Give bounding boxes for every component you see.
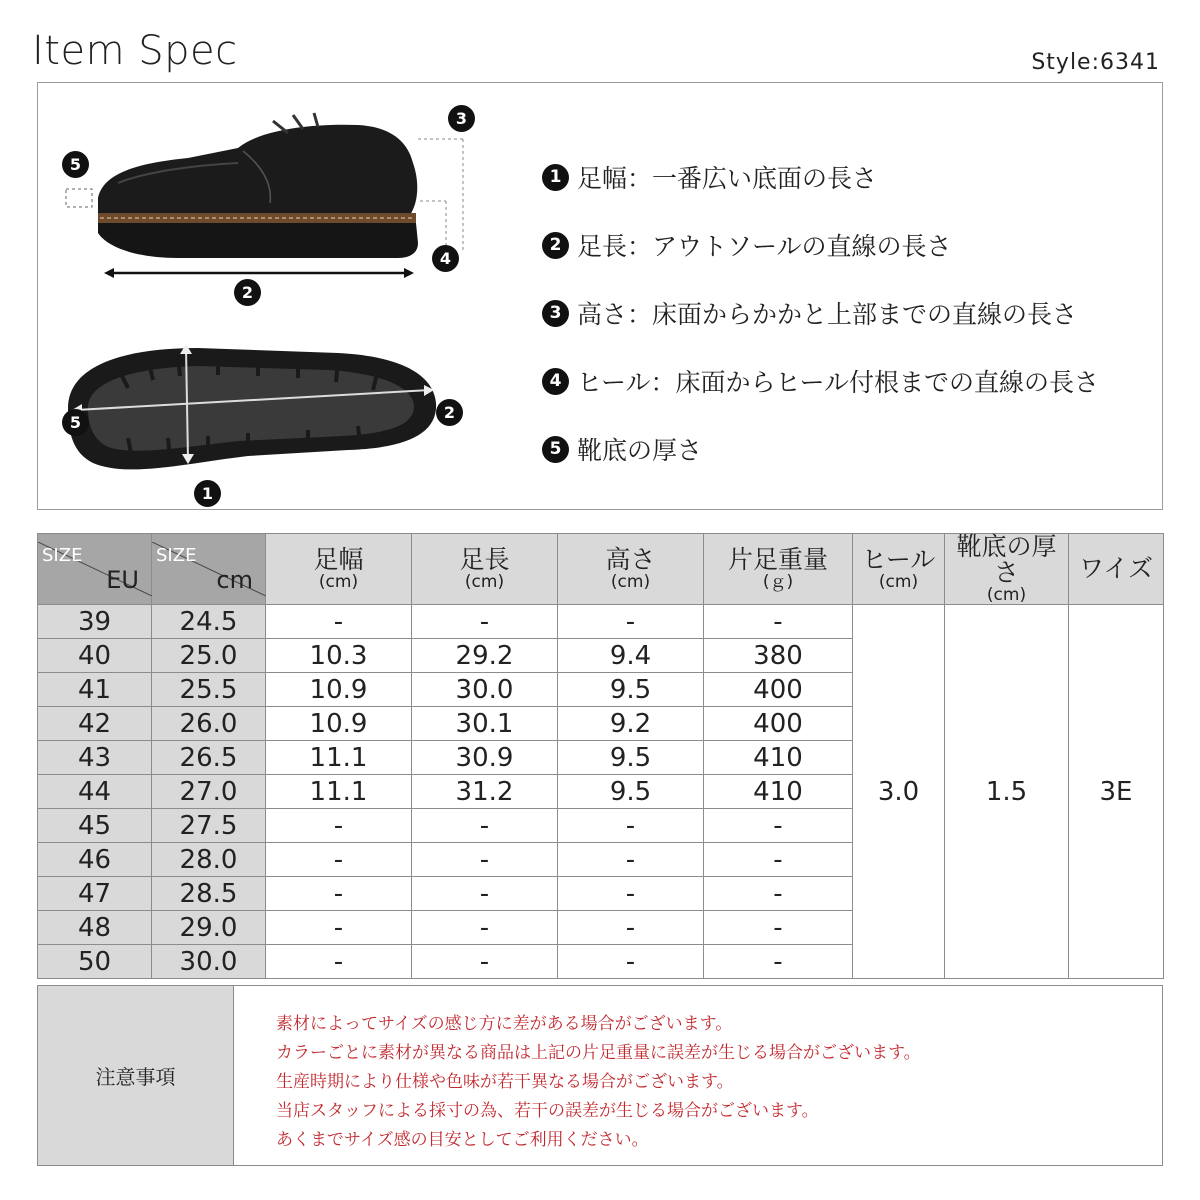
header-sole-thickness: 靴底の厚さ (cm) [945,534,1069,605]
height-cell: - [558,877,704,911]
note-line: カラーごとに素材が異なる商品は上記の片足重量に誤差が生じる場合がございます。 [276,1043,921,1063]
foot-length-cell: 30.1 [412,707,558,741]
header-size-cm: SIZE cm [152,534,266,605]
size-eu-cell: 48 [38,911,152,945]
foot-length-cell: 30.9 [412,741,558,775]
callout-3: 3 [448,105,475,132]
notes-box [37,985,1163,1166]
legend-number-icon: 4 [542,368,569,395]
size-cm-cell: 27.5 [152,809,266,843]
size-eu-cell: 43 [38,741,152,775]
size-eu-cell: 44 [38,775,152,809]
size-cm-cell: 26.5 [152,741,266,775]
header-foot-width: 足幅 (cm) [266,534,412,605]
header-heel: ヒール (cm) [853,534,945,605]
foot-width-cell: 11.1 [266,775,412,809]
legend-item [542,143,1099,211]
weight-cell: - [704,945,853,979]
legend-text: 靴底の厚さ [577,436,703,465]
legend-text: ヒール：床面からヒール付根までの直線の長さ [577,368,1100,397]
notes-label: 注意事項 [38,986,234,1165]
foot-length-cell: 30.0 [412,673,558,707]
foot-length-cell: - [412,843,558,877]
foot-width-cell: - [266,605,412,639]
weight-cell: 410 [704,775,853,809]
height-cell: - [558,843,704,877]
note-line: あくまでサイズ感の目安としてご利用ください。 [276,1130,649,1150]
size-eu-cell: 41 [38,673,152,707]
legend-number-icon: 5 [542,436,569,463]
callout-1-sole: 1 [194,480,221,507]
callout-2-sole: 2 [436,399,463,426]
header-width-fit: ワイズ [1069,534,1164,605]
legend-number-icon: 2 [542,232,569,259]
heel-cell: 3.0 [853,605,945,979]
size-eu-cell: 45 [38,809,152,843]
measurement-diagram-panel [37,82,1163,510]
width-fit-cell: 3E [1069,605,1164,979]
callout-4: 4 [432,245,459,272]
weight-cell: 380 [704,639,853,673]
size-cm-cell: 24.5 [152,605,266,639]
weight-cell: 400 [704,707,853,741]
size-cm-cell: 28.5 [152,877,266,911]
header-size-eu: SIZE EU [38,534,152,605]
note-line: 生産時期により仕様や色味が若干異なる場合がございます。 [276,1072,734,1092]
weight-cell: 400 [704,673,853,707]
size-cm-cell: 25.5 [152,673,266,707]
legend-item [542,347,1099,415]
legend-item [542,279,1099,347]
size-cm-cell: 30.0 [152,945,266,979]
height-cell: - [558,605,704,639]
size-eu-cell: 39 [38,605,152,639]
header-weight: 片足重量 (ｇ) [704,534,853,605]
legend-text: 足幅：一番広い底面の長さ [577,164,878,193]
measurement-legend [542,143,1099,483]
height-cell: 9.5 [558,741,704,775]
size-cm-cell: 29.0 [152,911,266,945]
size-eu-cell: 40 [38,639,152,673]
table-row [38,605,1164,639]
size-eu-cell: 50 [38,945,152,979]
size-cm-cell: 28.0 [152,843,266,877]
size-cm-cell: 25.0 [152,639,266,673]
foot-width-cell: - [266,911,412,945]
height-cell: 9.5 [558,775,704,809]
foot-length-cell: - [412,809,558,843]
legend-item [542,415,1099,483]
size-eu-cell: 42 [38,707,152,741]
size-spec-table [37,533,1164,979]
page-title: Item Spec [32,28,238,74]
height-cell: 9.4 [558,639,704,673]
sole-thickness-cell: 1.5 [945,605,1069,979]
weight-cell: - [704,877,853,911]
shoe-sole-view-image [58,338,458,488]
foot-length-cell: 29.2 [412,639,558,673]
size-cm-cell: 26.0 [152,707,266,741]
style-number: Style:6341 [1031,50,1160,75]
foot-width-cell: - [266,945,412,979]
foot-width-cell: - [266,877,412,911]
foot-width-cell: - [266,843,412,877]
weight-cell: - [704,809,853,843]
foot-length-cell: - [412,911,558,945]
weight-cell: - [704,843,853,877]
header-foot-length: 足長 (cm) [412,534,558,605]
height-cell: 9.5 [558,673,704,707]
foot-width-cell: 10.9 [266,673,412,707]
legend-text: 高さ：床面からかかと上部までの直線の長さ [577,300,1078,329]
foot-width-cell: 10.9 [266,707,412,741]
height-cell: - [558,809,704,843]
size-eu-cell: 46 [38,843,152,877]
legend-text: 足長：アウトソールの直線の長さ [577,232,952,261]
header-height: 高さ (cm) [558,534,704,605]
callout-5: 5 [62,151,89,178]
callout-5-sole: 5 [62,409,89,436]
foot-width-cell: 11.1 [266,741,412,775]
callout-2-side: 2 [234,279,261,306]
foot-length-cell: 31.2 [412,775,558,809]
note-line: 当店スタッフによる採寸の為、若干の誤差が生じる場合がございます。 [276,1101,819,1121]
foot-width-cell: - [266,809,412,843]
height-cell: - [558,945,704,979]
weight-cell: - [704,911,853,945]
legend-item [542,211,1099,279]
foot-length-cell: - [412,877,558,911]
height-cell: - [558,911,704,945]
foot-width-cell: 10.3 [266,639,412,673]
legend-number-icon: 1 [542,164,569,191]
weight-cell: 410 [704,741,853,775]
legend-number-icon: 3 [542,300,569,327]
notes-text [234,986,921,1165]
shoe-side-view-image [58,103,498,303]
note-line: 素材によってサイズの感じ方に差がある場合がございます。 [276,1014,733,1034]
size-cm-cell: 27.0 [152,775,266,809]
height-cell: 9.2 [558,707,704,741]
foot-length-cell: - [412,605,558,639]
size-eu-cell: 47 [38,877,152,911]
table-header-row [38,534,1164,605]
weight-cell: - [704,605,853,639]
foot-length-cell: - [412,945,558,979]
